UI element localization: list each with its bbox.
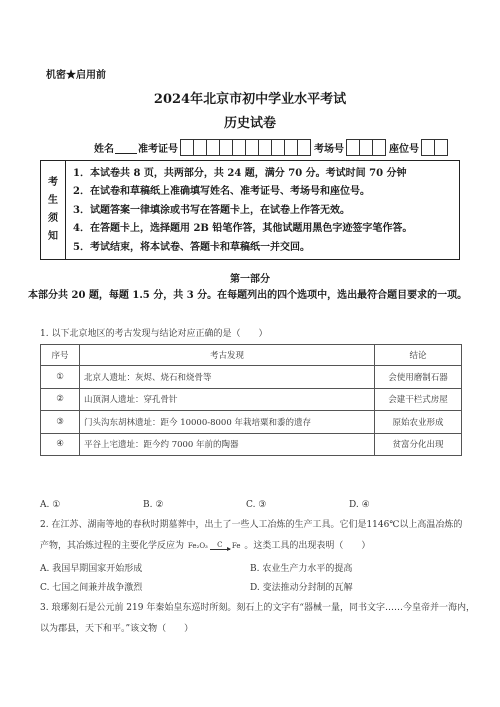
name-field[interactable]	[115, 142, 137, 154]
part-one-intro: 本部分共 20 题，每题 1.5 分，共 3 分。在每题列出的四个选项中，选出最符合题目要求的一项。	[28, 290, 468, 301]
question-1-options	[40, 500, 460, 510]
question-1-table	[40, 344, 462, 456]
candidate-id-row	[94, 139, 451, 156]
table-row: ② 山顶洞人遗址：穿孔骨针 会建干栏式房屋	[41, 388, 462, 411]
notice-item: 4．在答题卡上，选择题用 2B 铅笔作答，其他试题用黑色字迹签字笔作答。	[73, 223, 413, 235]
chemical-formula: Fe₂O₃ C Fe	[187, 541, 241, 550]
header-conclusion: 结论	[375, 345, 462, 366]
option-c[interactable]: C. ③	[246, 500, 267, 510]
option-d[interactable]: D. 变法推动分封制的瓦解	[250, 583, 353, 593]
seat-number-boxes[interactable]	[421, 139, 447, 156]
notice-item: 3．试题答案一律填涂或书写在答题卡上，在试卷上作答无效。	[73, 204, 350, 216]
header-index: 序号	[41, 345, 80, 366]
ticket-number-boxes[interactable]	[180, 139, 310, 156]
notice-items	[73, 165, 455, 257]
confidential-mark: 机密★启用前	[46, 70, 106, 81]
part-one-title: 第一部分	[230, 274, 270, 285]
question-3-stem-line1: 3. 琅琊刻石是公元前 219 年秦始皇东巡时所刻。刻石上的文字有“器械一量，同书文字……今皇帝并一海内，	[40, 603, 475, 613]
option-b[interactable]: B. ②	[143, 500, 164, 510]
header-discovery: 考古发现	[80, 345, 375, 366]
subject-title: 历史试卷	[223, 116, 276, 131]
question-2-stem-line1: 2. 在江苏、湖南等地的春秋时期墓葬中，出土了一些人工冶炼的生产工具。它们是1146℃以上高温冶炼的	[40, 520, 463, 530]
question-2-options-row2	[40, 580, 460, 593]
option-c[interactable]: C. 七国之间兼并战争激烈	[40, 583, 143, 593]
candidate-notice-box	[40, 160, 460, 260]
question-2-stem-line2: 产物，其冶炼过程的主要化学反应为 Fe₂O₃ C Fe 。这类工具的出现表明（ ）	[40, 541, 371, 551]
question-3-stem-line2: 以为郡县，天下和平。”该文物（ ）	[40, 624, 194, 634]
option-a[interactable]: A. 我国早期国家开始形成	[40, 564, 143, 574]
option-a[interactable]: A. ①	[40, 500, 61, 510]
option-b[interactable]: B. 农业生产力水平的提高	[250, 564, 353, 574]
notice-item: 5．考试结束，将本试卷、答题卡和草稿纸一并交回。	[73, 241, 310, 253]
room-label: 考场号	[314, 144, 344, 155]
question-2-options-row1	[40, 561, 460, 574]
notice-side-label: 考 生 须 知	[41, 161, 66, 259]
table-row: ④ 平谷上宅遗址：距今约 7000 年前的陶器 贫富分化出现	[41, 433, 462, 456]
ticket-label: 准考证号	[138, 144, 178, 155]
name-label: 姓名	[94, 144, 114, 155]
question-1-stem: 1. 以下北京地区的考古发现与结论对应正确的是（ ）	[40, 329, 268, 339]
table-row: ③ 门头沟东胡林遗址：距今 10000-8000 年栽培粟和黍的遗存 原始农业形成	[41, 411, 462, 434]
notice-item: 1．本试卷共 8 页，共两部分，共 24 题，满分 70 分。考试时间 70 分钟	[73, 168, 407, 179]
table-header-row	[41, 345, 462, 366]
exam-title: 2024年北京市初中学业水平考试	[153, 92, 347, 107]
notice-item: 2．在试卷和草稿纸上准确填写姓名、准考证号、考场号和座位号。	[73, 186, 370, 198]
option-d[interactable]: D. ④	[349, 500, 370, 510]
table-row: ① 北京人遗址：灰烬、烧石和烧骨等 会使用磨制石器	[41, 366, 462, 389]
reaction-arrow-icon: C	[210, 542, 230, 550]
room-number-boxes[interactable]	[346, 139, 385, 156]
seat-label: 座位号	[389, 144, 419, 155]
